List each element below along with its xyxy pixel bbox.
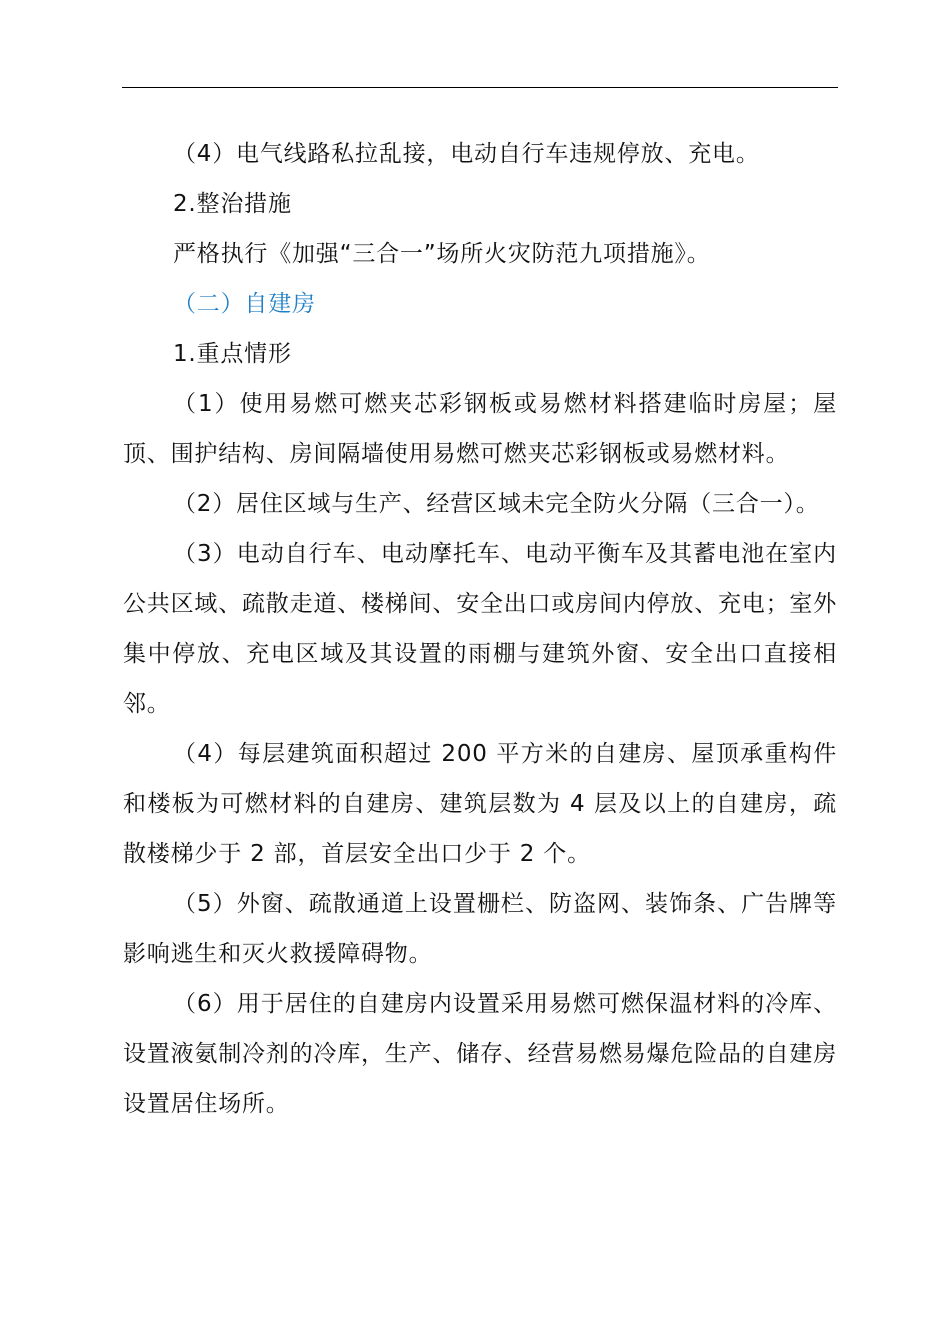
heading-remediation-measures: 2.整治措施 [173, 191, 292, 217]
paragraph-strict-execution: 严格执行《加强“三合一”场所火灾防范九项措施》。 [173, 241, 711, 267]
header-rule [122, 87, 838, 88]
paragraph-item-5: （5）外窗、疏散通道上设置栅栏、防盗网、装饰条、广告牌等影响逃生和灭火救援障碍物。 [123, 891, 837, 967]
paragraph-item-6: （6）用于居住的自建房内设置采用易燃可燃保温材料的冷库、设置液氨制冷剂的冷库，生产、储存、经营易燃易爆危险品的自建房设置居住场所。 [123, 991, 837, 1117]
section-heading-self-built-houses: （二）自建房 [173, 291, 316, 317]
paragraph-item-2: （2）居住区域与生产、经营区域未完全防火分隔（三合一）。 [173, 491, 820, 517]
heading-key-situations: 1.重点情形 [173, 341, 292, 367]
paragraph-item-3: （3）电动自行车、电动摩托车、电动平衡车及其蓄电池在室内公共区域、疏散走道、楼梯间、安全出口或房间内停放、充电；室外集中停放、充电区域及其设置的雨棚与建筑外窗、安全出口直接相邻。 [123, 541, 837, 717]
paragraph-item-1: （1）使用易燃可燃夹芯彩钢板或易燃材料搭建临时房屋；屋顶、围护结构、房间隔墙使用易燃可燃夹芯彩钢板或易燃材料。 [123, 391, 837, 467]
document-body [123, 129, 837, 1129]
paragraph-item-4: （4）每层建筑面积超过 200 平方米的自建房、屋顶承重构件和楼板为可燃材料的自建房、建筑层数为 4 层及以上的自建房，疏散楼梯少于 2 部，首层安全出口少于 2 个。 [123, 741, 837, 867]
paragraph-item-4-wiring: （4）电气线路私拉乱接，电动自行车违规停放、充电。 [173, 141, 760, 167]
